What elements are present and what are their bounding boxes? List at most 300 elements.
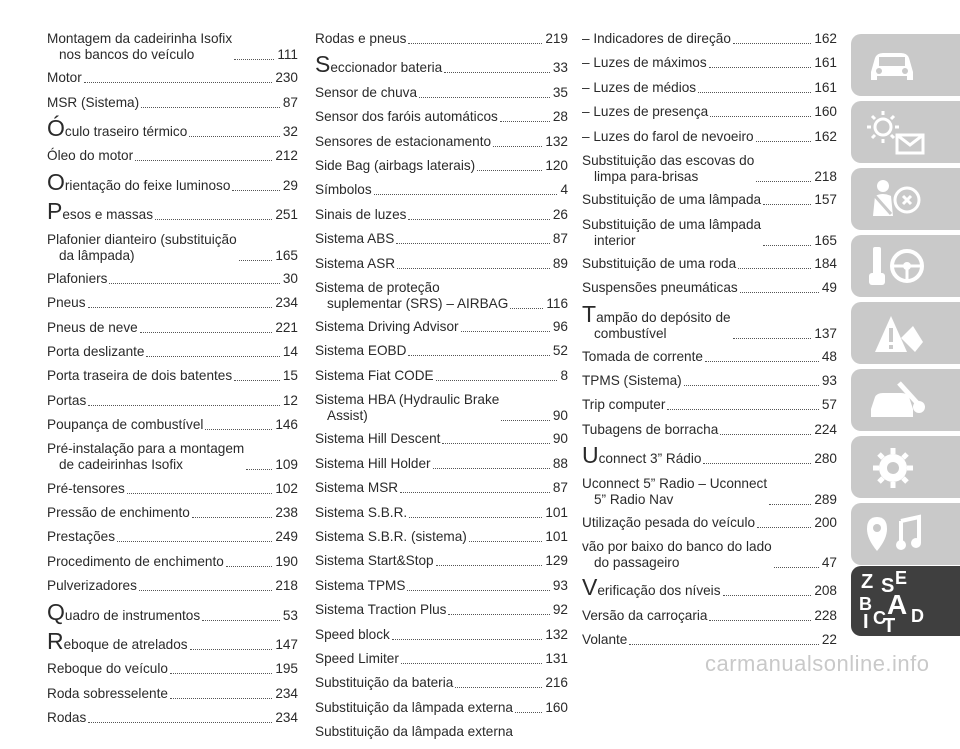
- index-entry: [582, 80, 837, 96]
- dot-leader: [407, 589, 549, 591]
- section-initial: T: [582, 300, 597, 327]
- dot-leader: [738, 267, 811, 269]
- index-entry: [582, 192, 837, 208]
- dot-leader: [757, 526, 811, 528]
- dot-leader: [170, 697, 272, 699]
- entry-title: Side Bag (airbags laterais): [315, 157, 476, 173]
- entry-title: Uconnect 5” Radio – Uconnect 5” Radio Nav: [582, 475, 768, 507]
- chapter-sidebar: [851, 34, 960, 638]
- index-entry: [315, 431, 568, 447]
- dot-leader: [232, 189, 279, 191]
- index-entry: [315, 31, 568, 47]
- dot-leader: [455, 686, 542, 688]
- section-initial: R: [47, 627, 64, 654]
- index-entry: [315, 182, 568, 198]
- entry-title: Sistema Fiat CODE: [315, 367, 434, 383]
- page-number[interactable]: 12: [282, 392, 298, 408]
- page-number[interactable]: 22: [821, 632, 837, 648]
- section-initial: O: [47, 168, 65, 195]
- page-number[interactable]: 280: [814, 451, 837, 467]
- page-number[interactable]: 15: [282, 368, 298, 384]
- dot-leader: [733, 337, 812, 339]
- page-number[interactable]: 161: [814, 79, 837, 95]
- page-number[interactable]: 87: [552, 480, 568, 496]
- entry-title: Sistema TPMS: [315, 577, 406, 593]
- dot-leader: [493, 145, 542, 147]
- entry-title: Sensor dos faróis automáticos: [315, 109, 498, 125]
- dot-leader: [667, 408, 819, 410]
- dot-leader: [705, 360, 819, 362]
- letter-e: E: [895, 568, 908, 588]
- dot-leader: [408, 42, 542, 44]
- index-entry: [47, 295, 298, 311]
- dot-leader: [436, 564, 543, 566]
- dot-leader: [400, 491, 550, 493]
- index-entry: [47, 232, 298, 264]
- dot-leader: [710, 115, 811, 117]
- page-number[interactable]: 132: [545, 626, 568, 642]
- dot-leader: [226, 565, 272, 567]
- entry-title: Versão da carroçaria: [582, 607, 708, 623]
- entry-title: – Luzes de presença: [582, 104, 709, 120]
- page-number[interactable]: 219: [545, 31, 568, 46]
- entry-title: Sistema Hill Holder: [315, 455, 431, 471]
- entry-title: Substituição da lâmpada externa: [315, 699, 513, 715]
- index-entry: [315, 85, 568, 101]
- entry-title: Sistema ABS: [315, 231, 395, 247]
- page-number[interactable]: 111: [277, 47, 298, 62]
- index-entry: [315, 700, 568, 716]
- page-number[interactable]: 208: [814, 583, 837, 599]
- index-entry: [582, 608, 837, 624]
- tab-multimedia[interactable]: [851, 503, 960, 565]
- entry-title: Volante: [582, 632, 628, 648]
- index-entry: [582, 632, 837, 648]
- entry-title: Pré-instalação para a montagem de cadeirinhas Isofix: [47, 441, 245, 473]
- dot-leader: [109, 282, 279, 284]
- page-number[interactable]: 218: [814, 168, 837, 184]
- page-number[interactable]: 195: [275, 661, 298, 677]
- index-entry: [315, 319, 568, 335]
- entry-title: TPMS (Sistema): [582, 373, 682, 389]
- entry-title: Orientação do feixe luminoso: [47, 168, 231, 195]
- entry-title: Sensor de chuva: [315, 84, 418, 100]
- entry-title: Substituição das escovas do limpa para-brisas: [582, 152, 755, 184]
- page-number[interactable]: 161: [814, 55, 837, 71]
- section-initial: S: [315, 51, 331, 78]
- index-entry: [582, 349, 837, 365]
- index-entry: [315, 724, 568, 740]
- tab-emergency[interactable]: [851, 369, 960, 431]
- page-number[interactable]: 26: [552, 206, 568, 222]
- dashboard-light-icon: [861, 107, 931, 159]
- dot-leader: [192, 516, 272, 518]
- index-entry: [582, 31, 837, 47]
- page-number[interactable]: 238: [275, 505, 298, 521]
- dot-leader: [117, 540, 272, 542]
- page-number[interactable]: 57: [821, 397, 837, 413]
- section-initial: P: [47, 198, 63, 225]
- dot-leader: [234, 58, 274, 60]
- entry-title: Roda sobresselente: [47, 685, 168, 701]
- entry-title: Tampão do depósito de combustível: [582, 300, 731, 341]
- page-number[interactable]: 120: [545, 157, 568, 173]
- index-entry: [47, 344, 298, 360]
- entry-title: Rodas: [47, 710, 87, 726]
- page-number[interactable]: 53: [282, 607, 298, 623]
- index-entry: [315, 231, 568, 247]
- letter-a: A: [887, 589, 908, 620]
- dot-leader: [515, 711, 542, 713]
- page-number[interactable]: 234: [275, 295, 298, 311]
- dot-leader: [477, 169, 542, 171]
- entry-title: Seccionador bateria: [315, 51, 443, 78]
- tab-index[interactable]: [851, 566, 960, 636]
- dot-leader: [500, 120, 550, 122]
- entry-title: Substituição de uma lâmpada: [582, 192, 762, 208]
- tab-safety[interactable]: [851, 168, 960, 230]
- dot-leader: [442, 442, 549, 444]
- entry-title: Pré-tensores: [47, 480, 125, 496]
- page-number[interactable]: 212: [275, 148, 298, 164]
- page-number[interactable]: 33: [552, 60, 568, 76]
- dot-leader: [448, 613, 549, 615]
- page-number[interactable]: 8: [560, 367, 568, 383]
- dot-leader: [763, 203, 811, 205]
- page-number[interactable]: 89: [552, 255, 568, 271]
- dot-leader: [146, 355, 279, 357]
- dot-leader: [709, 619, 811, 621]
- section-initial: Q: [47, 598, 65, 625]
- index-entry: [315, 134, 568, 150]
- dot-leader: [190, 648, 273, 650]
- entry-title: Suspensões pneumáticas: [582, 280, 738, 296]
- tab-dashboard-lights[interactable]: [851, 101, 960, 163]
- index-entry: [315, 602, 568, 618]
- page-number[interactable]: 218: [275, 578, 298, 594]
- dot-leader: [408, 218, 549, 220]
- entry-title: MSR (Sistema): [47, 94, 140, 110]
- page-number[interactable]: 249: [275, 529, 298, 545]
- page-number[interactable]: 93: [552, 577, 568, 593]
- dot-leader: [396, 242, 550, 244]
- index-entry: [582, 104, 837, 120]
- page-number[interactable]: 162: [814, 128, 837, 144]
- page-number[interactable]: 157: [814, 192, 837, 208]
- index-entry: [47, 598, 298, 625]
- entry-title: Utilização pesada do veículo: [582, 514, 756, 530]
- page-number[interactable]: 137: [814, 325, 837, 341]
- dot-leader: [234, 379, 280, 381]
- entry-title: Procedimento de enchimento: [47, 553, 224, 569]
- index-entry: [582, 373, 837, 389]
- dot-leader: [88, 404, 280, 406]
- index-entry: [315, 578, 568, 594]
- page-number[interactable]: 109: [275, 457, 298, 473]
- entry-title: Sistema Hill Descent: [315, 431, 441, 447]
- warning-breakdown-icon: [861, 308, 931, 360]
- index-entry: [582, 280, 837, 296]
- index-entry: [47, 554, 298, 570]
- page-number[interactable]: 92: [552, 602, 568, 618]
- entry-title: Óleo do motor: [47, 148, 134, 164]
- index-entry: [315, 343, 568, 359]
- page-number[interactable]: 47: [821, 555, 837, 571]
- index-entry: [47, 168, 298, 195]
- letter-i: I: [863, 611, 869, 632]
- dot-leader: [205, 428, 272, 430]
- page-number[interactable]: 146: [275, 417, 298, 433]
- index-entry: [582, 397, 837, 413]
- car-front-icon: [861, 40, 921, 90]
- dot-leader: [170, 672, 272, 674]
- page-number[interactable]: 48: [821, 348, 837, 364]
- page-number[interactable]: 87: [282, 94, 298, 110]
- page-number[interactable]: 102: [275, 480, 298, 496]
- entry-title: Símbolos: [315, 182, 372, 198]
- index-column-1: [47, 31, 298, 735]
- index-entry: [47, 70, 298, 86]
- dot-leader: [88, 721, 272, 723]
- entry-title: Uconnect 3” Rádio: [582, 442, 702, 469]
- entry-title: Sistema ASR: [315, 255, 396, 271]
- index-entry: [315, 553, 568, 569]
- index-entry: [315, 256, 568, 272]
- index-entry: [315, 651, 568, 667]
- entry-title: – Luzes do farol de nevoeiro: [582, 128, 754, 144]
- entry-title: Speed Limiter: [315, 650, 399, 666]
- page-number[interactable]: 132: [545, 133, 568, 149]
- letter-z: Z: [861, 571, 874, 593]
- dot-leader: [461, 330, 550, 332]
- dot-leader: [135, 159, 272, 161]
- entry-title: Sistema de proteção suplementar (SRS) – AIRBAG: [315, 279, 509, 311]
- entry-title: Trip computer: [582, 397, 666, 413]
- entry-title: Sistema S.B.R. (sistema): [315, 529, 467, 545]
- entry-title: Verificação dos níveis: [582, 574, 721, 601]
- page-number[interactable]: 160: [545, 699, 568, 715]
- index-entry: [315, 51, 568, 78]
- dot-leader: [501, 419, 550, 421]
- gear-tools-icon: [861, 442, 931, 494]
- index-entry: [315, 207, 568, 223]
- entry-title: Substituição de uma roda: [582, 255, 737, 271]
- page-number[interactable]: 90: [552, 408, 568, 424]
- dot-leader: [419, 96, 550, 98]
- dot-leader: [202, 619, 280, 621]
- dot-leader: [733, 42, 811, 44]
- dot-leader: [629, 643, 819, 645]
- index-entry: [47, 148, 298, 164]
- dot-leader: [401, 662, 542, 664]
- index-entry: [47, 31, 298, 63]
- dot-leader: [469, 540, 542, 542]
- dot-leader: [769, 503, 811, 505]
- page-number[interactable]: 129: [545, 553, 568, 569]
- page-number[interactable]: 160: [814, 104, 837, 120]
- page-number[interactable]: 14: [282, 343, 298, 359]
- wrench-car-icon: [861, 375, 931, 427]
- dot-leader: [720, 433, 811, 435]
- dot-leader: [408, 354, 549, 356]
- page-number[interactable]: 90: [552, 431, 568, 447]
- entry-title: Porta deslizante: [47, 343, 145, 359]
- page-number[interactable]: 101: [545, 504, 568, 520]
- page-number[interactable]: 190: [275, 553, 298, 569]
- dot-leader: [88, 306, 273, 308]
- entry-title: Substituição de uma lâmpada interior: [582, 216, 762, 248]
- tab-car-front[interactable]: [851, 34, 960, 96]
- entry-title: – Luzes de médios: [582, 79, 697, 95]
- page-number[interactable]: 96: [552, 319, 568, 335]
- page-number[interactable]: 28: [552, 109, 568, 125]
- page-number[interactable]: 52: [552, 343, 568, 359]
- entry-title: Poupança de combustível: [47, 417, 204, 433]
- page-number[interactable]: 228: [814, 607, 837, 623]
- page-number[interactable]: 32: [282, 123, 298, 139]
- index-entry: [315, 280, 568, 312]
- page-number[interactable]: 216: [545, 675, 568, 691]
- index-entry: [47, 661, 298, 677]
- page-number[interactable]: 224: [814, 421, 837, 437]
- dot-leader: [141, 106, 280, 108]
- dot-leader: [684, 384, 819, 386]
- entry-title: Sistema Traction Plus: [315, 602, 447, 618]
- index-entry: [582, 574, 837, 601]
- page-number[interactable]: 93: [821, 373, 837, 389]
- entry-title: Pesos e massas: [47, 198, 154, 225]
- tab-warnings[interactable]: [851, 302, 960, 364]
- page-number[interactable]: 200: [814, 514, 837, 530]
- dot-leader: [155, 218, 272, 220]
- dot-leader: [698, 91, 811, 93]
- dot-leader: [444, 71, 550, 73]
- page-number[interactable]: 35: [552, 84, 568, 100]
- dot-leader: [756, 140, 812, 142]
- index-entry: [315, 456, 568, 472]
- index-entry: [47, 114, 298, 141]
- page-number[interactable]: 87: [552, 231, 568, 247]
- page-number[interactable]: 88: [552, 455, 568, 471]
- index-entry: [582, 300, 837, 342]
- index-entry: [315, 627, 568, 643]
- media-navigation-icon: [861, 509, 931, 561]
- page-number[interactable]: 30: [282, 270, 298, 286]
- entry-title: Motor: [47, 70, 82, 86]
- tab-maintenance[interactable]: [851, 436, 960, 498]
- page-number[interactable]: 162: [814, 31, 837, 46]
- index-entry: [315, 480, 568, 496]
- dot-leader: [239, 259, 273, 261]
- index-entry: [582, 129, 837, 145]
- page-number[interactable]: 230: [275, 70, 298, 86]
- entry-title: Pressão de enchimento: [47, 505, 190, 521]
- index-entry: [315, 158, 568, 174]
- page-number[interactable]: 184: [814, 255, 837, 271]
- entry-title: Substituição da bateria: [315, 675, 454, 691]
- page-number[interactable]: 289: [814, 491, 837, 507]
- key-steering-wheel-icon: [861, 241, 931, 293]
- page-number[interactable]: 234: [275, 685, 298, 701]
- alphabet-index-icon: [857, 568, 937, 632]
- page-number[interactable]: 49: [821, 280, 837, 296]
- index-entry: [47, 710, 298, 726]
- entry-title: Pneus de neve: [47, 319, 138, 335]
- index-entry: [315, 505, 568, 521]
- entry-title: Speed block: [315, 626, 390, 642]
- dot-leader: [409, 516, 542, 518]
- page-number[interactable]: 165: [814, 232, 837, 248]
- dot-leader: [374, 193, 558, 195]
- index-entry: [315, 368, 568, 384]
- index-entry: [315, 392, 568, 424]
- tab-starting-driving[interactable]: [851, 235, 960, 297]
- page-number[interactable]: 131: [545, 650, 568, 666]
- section-initial: Ó: [47, 114, 65, 141]
- index-entry: [47, 417, 298, 433]
- page-number[interactable]: 116: [546, 295, 568, 311]
- index-entry: [315, 109, 568, 125]
- dot-leader: [740, 291, 819, 293]
- entry-title: Sistema Start&Stop: [315, 553, 434, 569]
- letter-d: D: [911, 606, 924, 626]
- index-entry: [582, 256, 837, 272]
- dot-leader: [763, 244, 811, 246]
- page-number[interactable]: 234: [275, 710, 298, 726]
- entry-title: Reboque de atrelados: [47, 627, 188, 654]
- entry-title: Rodas e pneus: [315, 31, 407, 46]
- index-entry: [582, 422, 837, 438]
- index-column-2: [315, 31, 568, 749]
- page-number[interactable]: 101: [545, 529, 568, 545]
- index-entry: [582, 476, 837, 508]
- entry-title: Sinais de luzes: [315, 206, 407, 222]
- entry-title: Plafoniers: [47, 270, 108, 286]
- entry-title: Montagem da cadeirinha Isofix nos bancos do veículo: [47, 31, 233, 62]
- page-number[interactable]: 251: [275, 207, 298, 223]
- entry-title: Tubagens de borracha: [582, 421, 719, 437]
- entry-title: Sistema HBA (Hydraulic Brake Assist): [315, 392, 500, 424]
- index-entry: [582, 539, 837, 571]
- page-number[interactable]: 4: [560, 182, 568, 198]
- index-entry: [47, 505, 298, 521]
- dot-leader: [392, 638, 542, 640]
- page-number[interactable]: 147: [275, 636, 298, 652]
- page-number[interactable]: 165: [275, 247, 298, 263]
- entry-title: Reboque do veículo: [47, 661, 168, 677]
- entry-title: – Luzes de máximos: [582, 55, 707, 71]
- dot-leader: [433, 467, 550, 469]
- index-entry: [47, 95, 298, 111]
- index-entry: [582, 153, 837, 185]
- dot-leader: [246, 468, 272, 470]
- page-number[interactable]: 29: [282, 177, 298, 193]
- dot-leader: [397, 267, 550, 269]
- dot-leader: [709, 66, 812, 68]
- index-entry: [315, 529, 568, 545]
- index-entry: [47, 686, 298, 702]
- section-initial: V: [582, 574, 598, 601]
- index-entry: [47, 627, 298, 654]
- entry-title: Sistema Driving Advisor: [315, 319, 459, 335]
- page-number[interactable]: 221: [275, 319, 298, 335]
- entry-title: Portas: [47, 392, 87, 408]
- entry-title: Sistema EOBD: [315, 343, 407, 359]
- dot-leader: [139, 589, 272, 591]
- watermark: carmanualsonline.info: [705, 651, 930, 676]
- dot-leader: [756, 180, 811, 182]
- entry-title: Quadro de instrumentos: [47, 598, 201, 625]
